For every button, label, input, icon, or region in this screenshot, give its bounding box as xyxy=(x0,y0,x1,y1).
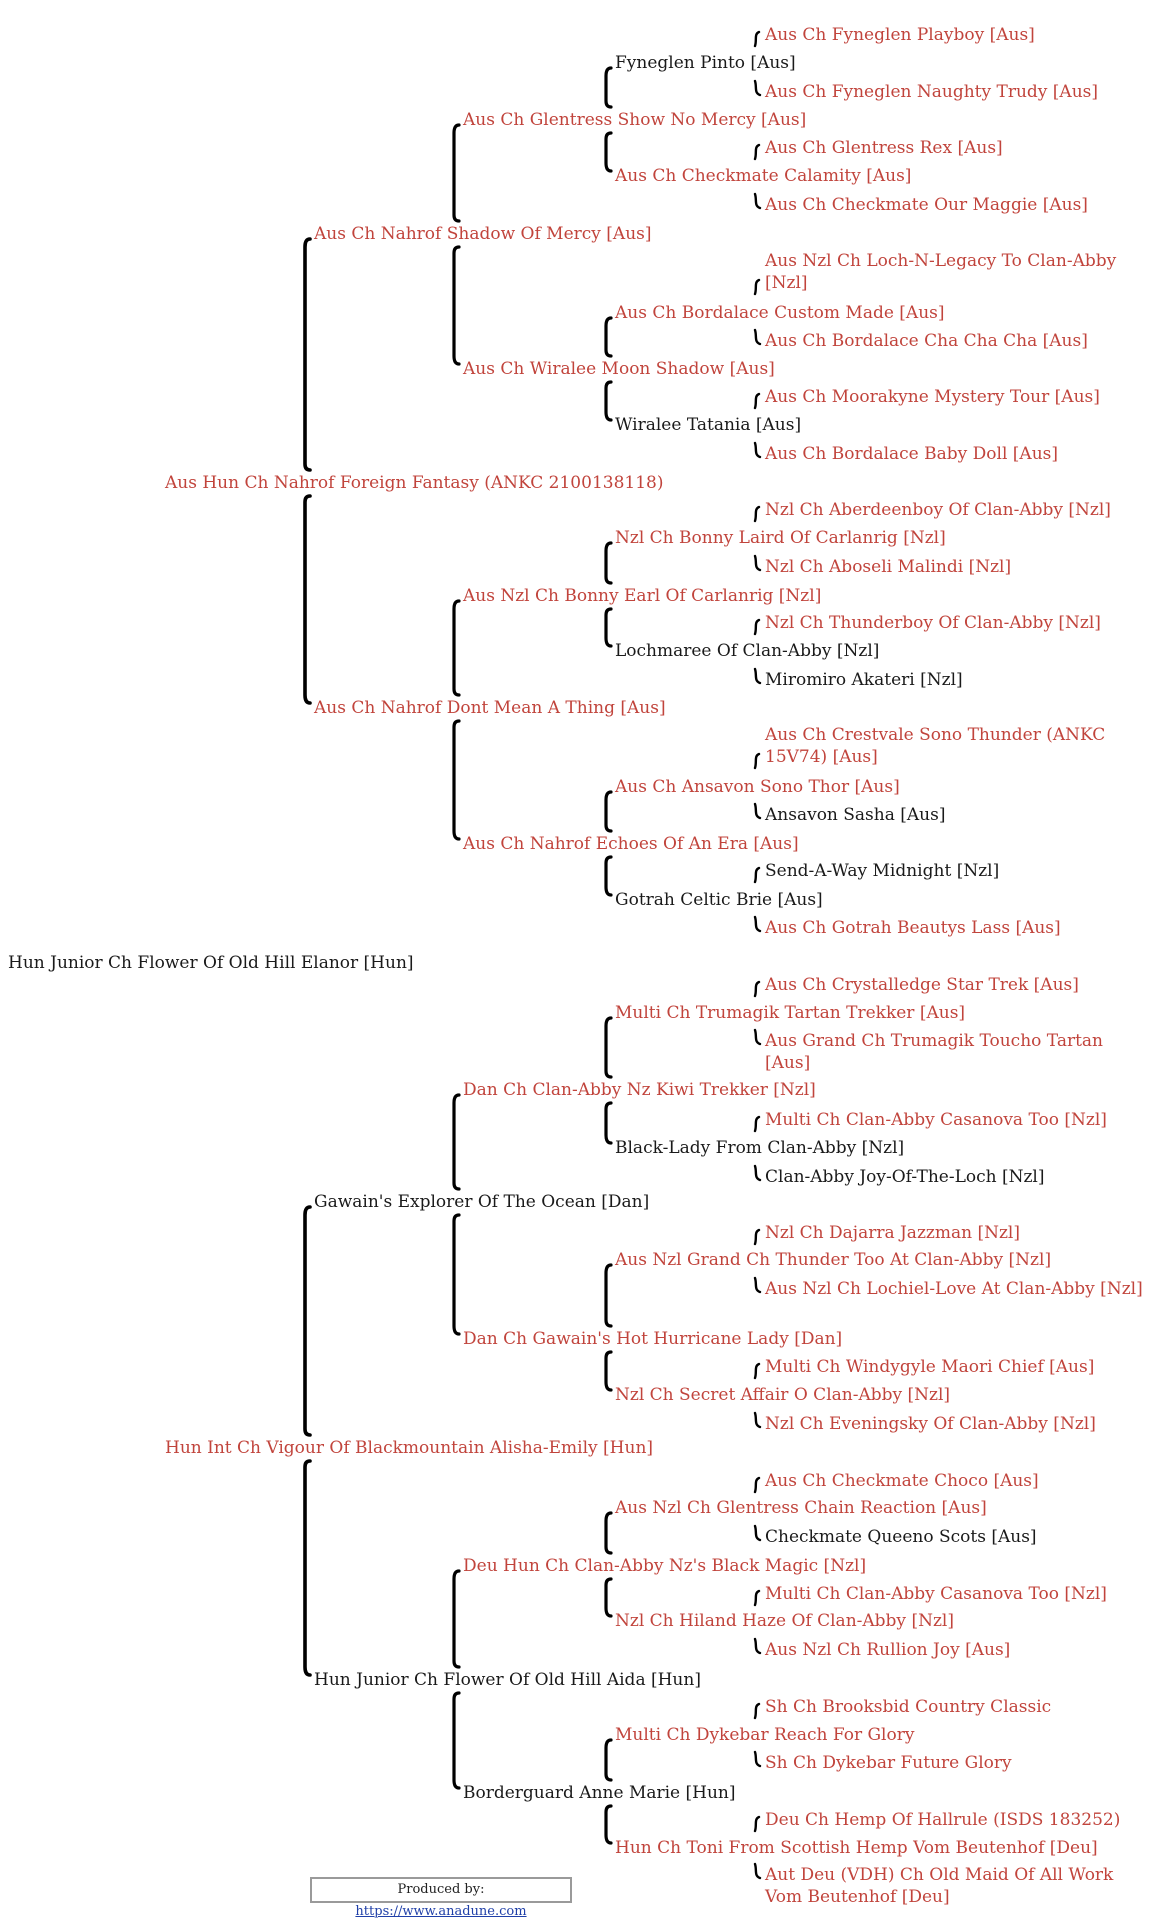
dog-ssdss[interactable]: Aus Nzl Ch Loch-N-Legacy To Clan-Abby [Nzl] xyxy=(765,251,1117,293)
dog-ddss[interactable]: Aus Nzl Ch Glentress Chain Reaction [Aus] xyxy=(615,1498,987,1518)
bracket-top-ssdd xyxy=(755,394,759,408)
dog-ddd[interactable]: Borderguard Anne Marie [Hun] xyxy=(463,1783,736,1803)
bracket-upper-dds xyxy=(606,1513,611,1553)
bracket-bot-ddsd xyxy=(755,1639,760,1653)
dog-sdsds[interactable]: Nzl Ch Thunderboy Of Clan-Abby [Nzl] xyxy=(765,613,1101,633)
dog-ss[interactable]: Aus Ch Nahrof Shadow Of Mercy [Aus] xyxy=(314,224,652,244)
dog-sssdd[interactable]: Aus Ch Checkmate Our Maggie [Aus] xyxy=(765,195,1088,215)
bracket-upper-ss xyxy=(454,125,459,221)
bracket-top-dssd xyxy=(755,1117,759,1131)
bracket-lower-ssd xyxy=(606,382,611,420)
bracket-bot-ssss xyxy=(755,81,760,95)
dog-dsdds[interactable]: Multi Ch Windygyle Maori Chief [Aus] xyxy=(765,1357,1095,1377)
bracket-upper-dsd xyxy=(606,1265,611,1326)
bracket-bot-ddss xyxy=(755,1526,760,1540)
dog-sdsdd[interactable]: Miromiro Akateri [Nzl] xyxy=(765,670,963,690)
dog-ddsdd[interactable]: Aus Nzl Ch Rullion Joy [Aus] xyxy=(765,1640,1011,1660)
bracket-top-ddds xyxy=(755,1704,759,1718)
dog-dsdss[interactable]: Nzl Ch Dajarra Jazzman [Nzl] xyxy=(765,1223,1020,1243)
bracket-bot-dddd xyxy=(755,1864,760,1878)
dog-sddsd[interactable]: Ansavon Sasha [Aus] xyxy=(765,805,946,825)
bracket-bot-dssd xyxy=(755,1166,760,1180)
bracket-lower-sds xyxy=(606,609,611,646)
bracket-top-dsss xyxy=(755,982,759,996)
bracket-bot-sddd xyxy=(755,917,760,931)
dog-sssd[interactable]: Aus Ch Checkmate Calamity [Aus] xyxy=(615,166,912,186)
dog-sddss[interactable]: Aus Ch Crestvale Sono Thunder (ANKC 15V74) [Aus] xyxy=(765,725,1106,767)
dog-sdsd[interactable]: Lochmaree Of Clan-Abby [Nzl] xyxy=(615,641,880,661)
bracket-lower-sss xyxy=(606,133,611,171)
bracket-upper-ds xyxy=(454,1095,459,1189)
dog-ddsd[interactable]: Nzl Ch Hiland Haze Of Clan-Abby [Nzl] xyxy=(615,1611,954,1631)
footer-credit xyxy=(310,1877,572,1919)
dog-dsssd[interactable]: Aus Grand Ch Trumagik Toucho Tartan [Aus] xyxy=(765,1031,1103,1073)
dog-dsd[interactable]: Dan Ch Gawain's Hot Hurricane Lady [Dan] xyxy=(463,1329,843,1349)
dog-dssds[interactable]: Multi Ch Clan-Abby Casanova Too [Nzl] xyxy=(765,1110,1107,1130)
bracket-top-dddd xyxy=(755,1817,759,1831)
dog-s[interactable]: Aus Hun Ch Nahrof Foreign Fantasy (ANKC 2100138118) xyxy=(165,473,664,493)
bracket-top-dsdd xyxy=(755,1364,759,1378)
dog-sssss[interactable]: Aus Ch Fyneglen Playboy [Aus] xyxy=(765,25,1035,45)
dog-dssd[interactable]: Black-Lady From Clan-Abby [Nzl] xyxy=(615,1138,905,1158)
dog-dds[interactable]: Deu Hun Ch Clan-Abby Nz's Black Magic [Nzl] xyxy=(463,1556,867,1576)
bracket-bot-dsss xyxy=(755,1030,760,1044)
bracket-lower-dsd xyxy=(606,1352,611,1390)
dog-sd[interactable]: Aus Ch Nahrof Dont Mean A Thing [Aus] xyxy=(314,698,666,718)
bracket-upper-ssd xyxy=(606,318,611,356)
dog-ddds[interactable]: Multi Ch Dykebar Reach For Glory xyxy=(615,1725,915,1745)
dog-ssddd[interactable]: Aus Ch Bordalace Baby Doll [Aus] xyxy=(765,444,1059,464)
bracket-lower-dds xyxy=(606,1579,611,1616)
bracket-top-sdds xyxy=(755,754,759,768)
bracket-upper-sdd xyxy=(606,792,611,831)
dog-ddddd[interactable]: Aut Deu (VDH) Ch Old Maid Of All Work Vom Beutenhof [Deu] xyxy=(765,1865,1114,1907)
bracket-lower-ss xyxy=(454,247,459,364)
dog-ddsss[interactable]: Aus Ch Checkmate Choco [Aus] xyxy=(765,1471,1039,1491)
bracket-upper-dd xyxy=(454,1571,459,1667)
bracket-lower-dss xyxy=(606,1103,611,1143)
bracket-upper-sds xyxy=(606,543,611,583)
dog-s[interactable]: Hun Junior Ch Flower Of Old Hill Elanor [Hun] xyxy=(8,953,414,973)
bracket-top-ssss xyxy=(755,32,759,46)
bracket-top-sssd xyxy=(755,145,759,159)
bracket-upper-d xyxy=(305,1207,310,1435)
bracket-lower-dd xyxy=(454,1693,459,1788)
dog-ddsds[interactable]: Multi Ch Clan-Abby Casanova Too [Nzl] xyxy=(765,1584,1107,1604)
bracket-bot-sssd xyxy=(755,194,760,208)
dog-sddds[interactable]: Send-A-Way Midnight [Nzl] xyxy=(765,861,1000,881)
dog-dddds[interactable]: Deu Ch Hemp Of Hallrule (ISDS 183252) xyxy=(765,1810,1121,1830)
bracket-lower-d xyxy=(305,1461,310,1675)
dog-ssds[interactable]: Aus Ch Bordalace Custom Made [Aus] xyxy=(615,303,945,323)
bracket-top-dsds xyxy=(755,1230,759,1244)
dog-sdddd[interactable]: Aus Ch Gotrah Beautys Lass [Aus] xyxy=(765,918,1061,938)
bracket-bot-dsdd xyxy=(755,1413,760,1427)
bracket-lower-ddd xyxy=(606,1806,611,1843)
bracket-lower-sdd xyxy=(606,857,611,895)
bracket-bot-dsds xyxy=(755,1278,760,1292)
bracket-top-ddsd xyxy=(755,1591,759,1605)
bracket-bot-sdss xyxy=(755,556,760,570)
footer-label: Produced by: xyxy=(397,1882,485,1897)
dog-ds[interactable]: Gawain's Explorer Of The Ocean [Dan] xyxy=(314,1192,650,1212)
dog-sdsss[interactable]: Nzl Ch Aberdeenboy Of Clan-Abby [Nzl] xyxy=(765,500,1111,520)
dog-sds[interactable]: Aus Nzl Ch Bonny Earl Of Carlanrig [Nzl] xyxy=(463,586,822,606)
bracket-upper-s xyxy=(305,239,310,470)
dog-sdssd[interactable]: Nzl Ch Aboseli Malindi [Nzl] xyxy=(765,557,1012,577)
dog-ssss[interactable]: Fyneglen Pinto [Aus] xyxy=(615,53,796,73)
dog-dsddd[interactable]: Nzl Ch Eveningsky Of Clan-Abby [Nzl] xyxy=(765,1414,1096,1434)
dog-dsds[interactable]: Aus Nzl Grand Ch Thunder Too At Clan-Abby [Nzl] xyxy=(615,1250,1052,1270)
dog-dssss[interactable]: Aus Ch Crystalledge Star Trek [Aus] xyxy=(765,975,1079,995)
dog-sdd[interactable]: Aus Ch Nahrof Echoes Of An Era [Aus] xyxy=(463,834,799,854)
dog-dss[interactable]: Dan Ch Clan-Abby Nz Kiwi Trekker [Nzl] xyxy=(463,1080,816,1100)
bracket-bot-ddds xyxy=(755,1752,760,1766)
footer-link[interactable]: https://www.anadune.com xyxy=(355,1904,527,1919)
dog-dsss[interactable]: Multi Ch Trumagik Tartan Trekker [Aus] xyxy=(615,1003,966,1023)
bracket-upper-dss xyxy=(606,1018,611,1077)
dog-dddd[interactable]: Hun Ch Toni From Scottish Hemp Vom Beutenhof [Deu] xyxy=(615,1838,1098,1858)
dog-dd[interactable]: Hun Junior Ch Flower Of Old Hill Aida [Hun] xyxy=(314,1670,701,1690)
dog-ssssd[interactable]: Aus Ch Fyneglen Naughty Trudy [Aus] xyxy=(765,82,1099,102)
bracket-upper-sd xyxy=(454,601,459,695)
bracket-top-sddd xyxy=(755,868,759,882)
dog-d[interactable]: Hun Int Ch Vigour Of Blackmountain Alisha-Emily [Hun] xyxy=(165,1438,654,1458)
bracket-lower-ds xyxy=(454,1215,459,1334)
bracket-lower-sd xyxy=(454,721,459,839)
dog-sss[interactable]: Aus Ch Glentress Show No Mercy [Aus] xyxy=(463,110,807,130)
dog-ssdsd[interactable]: Aus Ch Bordalace Cha Cha Cha [Aus] xyxy=(765,331,1088,351)
dog-dsdd[interactable]: Nzl Ch Secret Affair O Clan-Abby [Nzl] xyxy=(615,1385,951,1405)
dog-ddssd[interactable]: Checkmate Queeno Scots [Aus] xyxy=(765,1527,1037,1547)
dog-ssd[interactable]: Aus Ch Wiralee Moon Shadow [Aus] xyxy=(463,359,775,379)
dog-sdss[interactable]: Nzl Ch Bonny Laird Of Carlanrig [Nzl] xyxy=(615,528,946,548)
bracket-upper-ddd xyxy=(606,1740,611,1780)
dog-ssdds[interactable]: Aus Ch Moorakyne Mystery Tour [Aus] xyxy=(765,387,1100,407)
bracket-top-ddss xyxy=(755,1478,759,1492)
bracket-top-sdsd xyxy=(755,620,759,634)
bracket-top-ssds xyxy=(755,280,759,294)
dog-dddsd[interactable]: Sh Ch Dykebar Future Glory xyxy=(765,1753,1012,1773)
dog-sdds[interactable]: Aus Ch Ansavon Sono Thor [Aus] xyxy=(615,777,900,797)
bracket-bot-ssdd xyxy=(755,443,760,457)
dog-dsdsd[interactable]: Aus Nzl Ch Lochiel-Love At Clan-Abby [Nzl] xyxy=(765,1279,1143,1299)
dog-dssdd[interactable]: Clan-Abby Joy-Of-The-Loch [Nzl] xyxy=(765,1167,1045,1187)
dog-sddd[interactable]: Gotrah Celtic Brie [Aus] xyxy=(615,890,823,910)
bracket-top-sdss xyxy=(755,507,759,521)
bracket-bot-sdsd xyxy=(755,669,760,683)
bracket-bot-sdds xyxy=(755,804,760,818)
bracket-upper-sss xyxy=(606,68,611,107)
dog-ssdd[interactable]: Wiralee Tatania [Aus] xyxy=(615,415,802,435)
bracket-bot-ssds xyxy=(755,330,760,344)
dog-sssds[interactable]: Aus Ch Glentress Rex [Aus] xyxy=(765,138,1003,158)
dog-dddss[interactable]: Sh Ch Brooksbid Country Classic xyxy=(765,1697,1052,1717)
bracket-lower-s xyxy=(305,496,310,703)
